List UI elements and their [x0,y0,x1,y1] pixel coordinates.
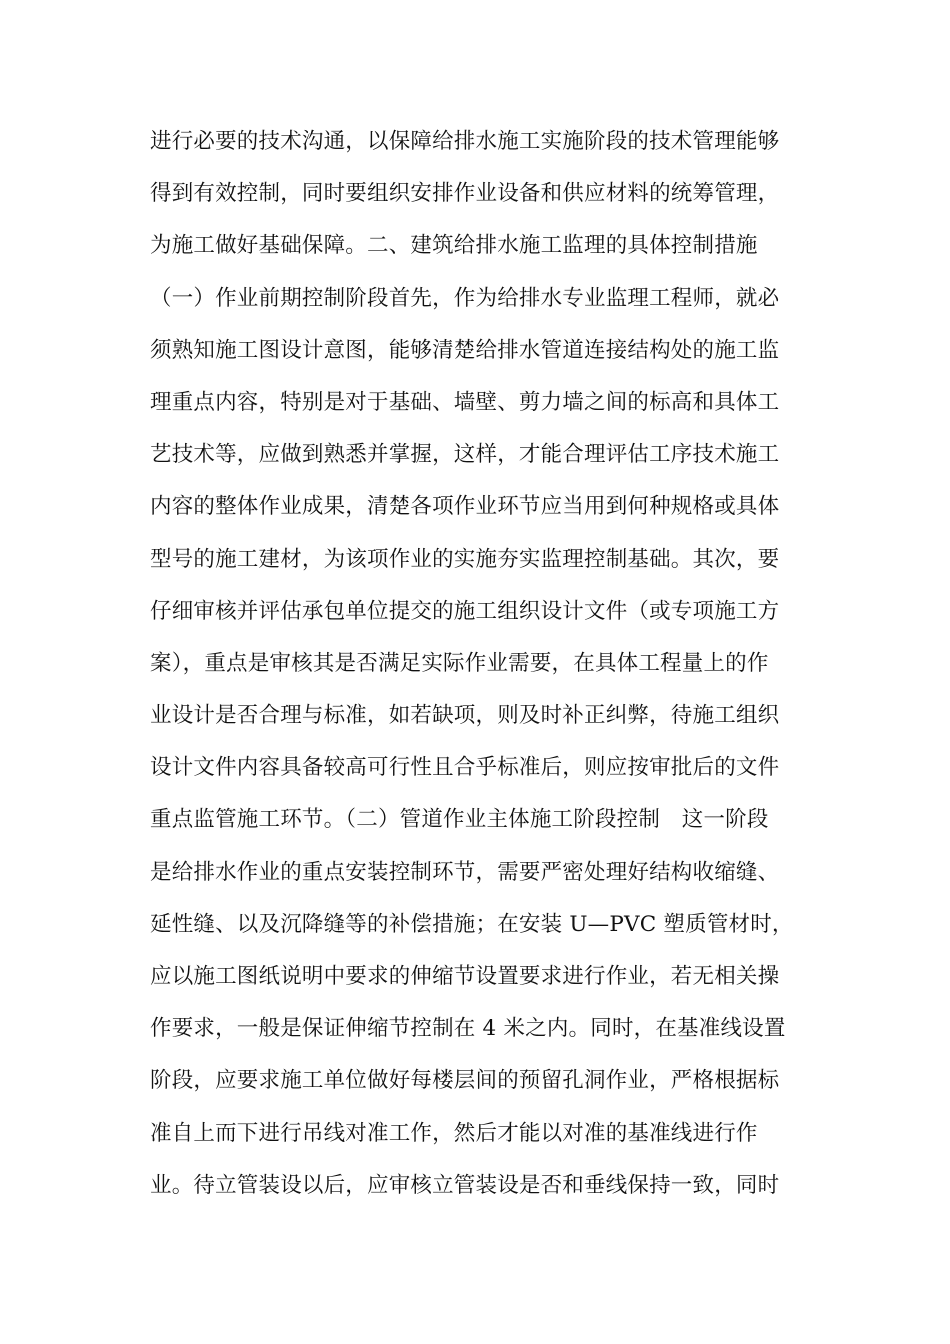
text-line-3: 为施工做好基础保障。二、建筑给排水施工监理的具体控制措施 [150,233,758,259]
text-line-5: 须熟知施工图设计意图，能够清楚给排水管道连接结构处的施工监 [150,337,780,363]
text-line-13: 设计文件内容具备较高可行性且合乎标准后，则应按审批后的文件 [150,755,780,781]
text-line-1: 进行必要的技术沟通，以保障给排水施工实施阶段的技术管理能够 [150,129,780,154]
text-line-20: 准自上而下进行吊线对准工作，然后才能以对准的基准线进行作 [150,1120,758,1146]
text-line-21: 业。待立管装设以后，应审核立管装设是否和垂线保持一致，同时 [150,1172,780,1198]
text-line-17: 应以施工图纸说明中要求的伸缩节设置要求进行作业，若无相关操 [150,964,780,989]
text-line-2: 得到有效控制，同时要组织安排作业设备和供应材料的统筹管理， [150,181,780,207]
text-line-4: （一）作业前期控制阶段首先，作为给排水专业监理工程师，就必 [150,285,780,311]
text-line-6: 理重点内容，特别是对于基础、墙壁、剪力墙之间的标高和具体工 [150,389,780,415]
text-line-8: 内容的整体作业成果，清楚各项作业环节应当用到何种规格或具体 [150,494,780,520]
body-text [150,116,810,1212]
text-line-19: 阶段，应要求施工单位做好每楼层间的预留孔洞作业，严格根据标 [150,1068,780,1094]
text-line-7: 艺技术等，应做到熟悉并掌握，这样，才能合理评估工序技术施工 [150,442,780,468]
text-line-15: 是给排水作业的重点安装控制环节，需要严密处理好结构收缩缝、 [150,859,780,885]
text-line-10: 仔细审核并评估承包单位提交的施工组织设计文件（或专项施工方 [150,598,780,624]
text-line-14: 重点监管施工环节。（二）管道作业主体施工阶段控制 这一阶段 [150,807,769,833]
text-line-18: 作要求，一般是保证伸缩节控制在 4 米之内。同时，在基准线设置 [150,1016,786,1042]
text-line-12: 业设计是否合理与标准，如若缺项，则及时补正纠弊，待施工组织 [150,703,780,729]
text-line-16: 延性缝、以及沉降缝等的补偿措施；在安装 U—PVC 塑质管材时， [150,911,794,937]
text-line-11: 案），重点是审核其是否满足实际作业需要，在具体工程量上的作 [150,650,769,676]
text-line-9: 型号的施工建材，为该项作业的实施夯实监理控制基础。其次，要 [150,546,780,572]
